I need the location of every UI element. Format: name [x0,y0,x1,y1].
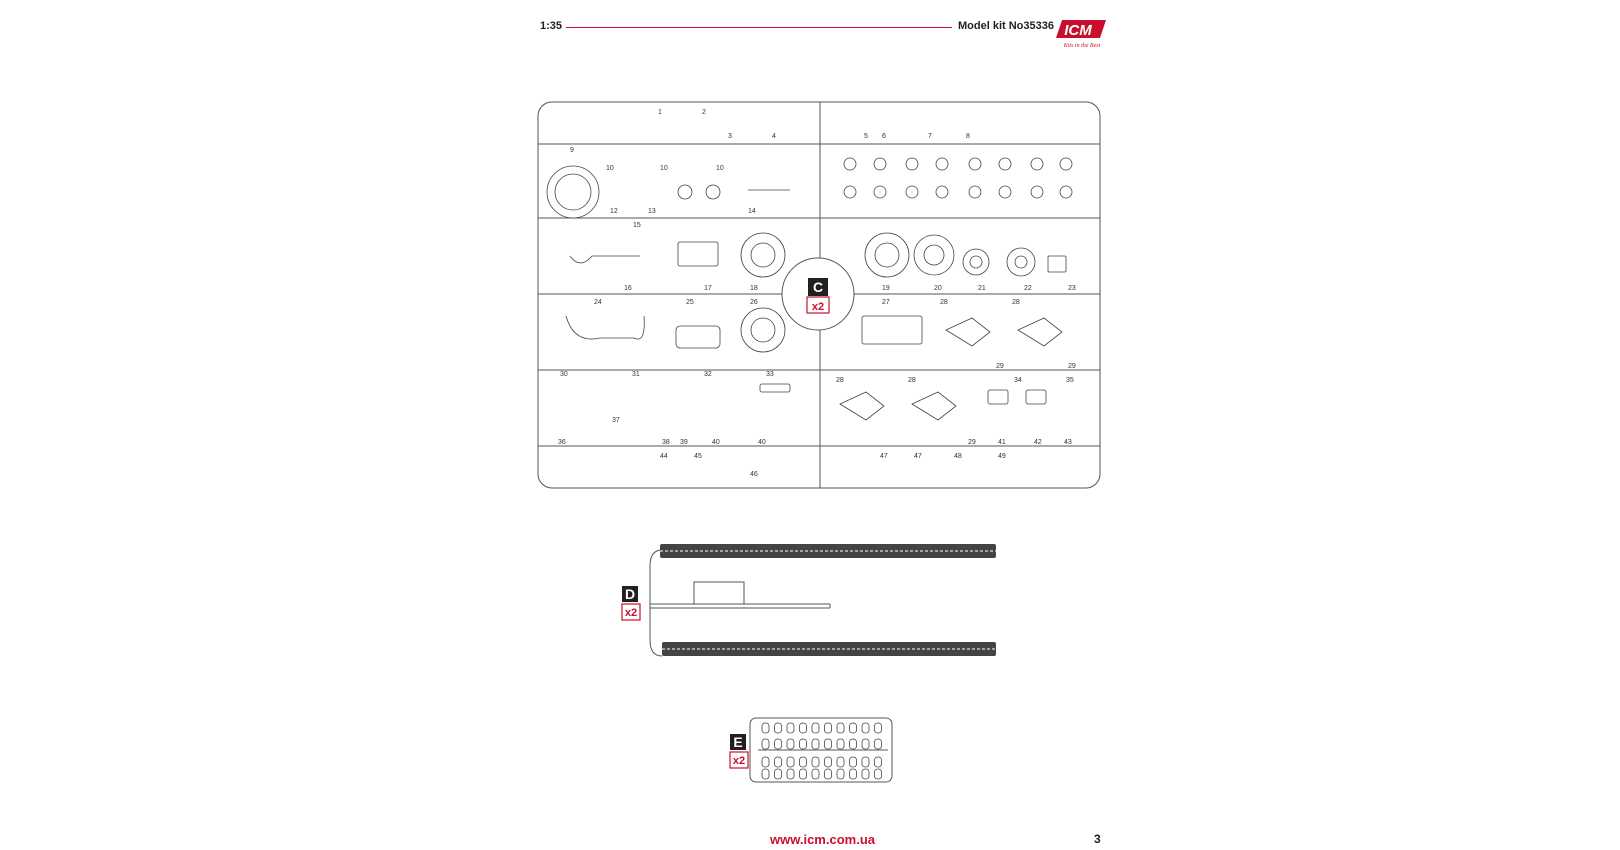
svg-text:35: 35 [1066,377,1074,384]
svg-text:44: 44 [660,453,668,460]
svg-text:34: 34 [1014,377,1022,384]
track-link [875,739,882,749]
svg-text:28: 28 [908,377,916,384]
svg-text:14: 14 [748,208,756,215]
track-link [825,723,832,733]
svg-text:10: 10 [660,165,668,172]
track-link [875,723,882,733]
footer-url[interactable]: www.icm.com.ua [770,832,875,847]
svg-text:27: 27 [882,299,890,306]
track-link [762,723,769,733]
svg-text:6: 6 [882,133,886,140]
svg-text:10: 10 [606,165,614,172]
svg-text:5: 5 [864,133,868,140]
track-link [762,757,769,767]
svg-text:45: 45 [694,453,702,460]
track-link [812,769,819,779]
track-link [800,757,807,767]
sprue-e-multiplier: x2 [732,755,746,767]
svg-text:12: 12 [610,208,618,215]
svg-text:49: 49 [998,453,1006,460]
svg-text:39: 39 [680,439,688,446]
svg-text:47: 47 [914,453,922,460]
svg-text:26: 26 [750,299,758,306]
svg-text:20: 20 [934,285,942,292]
sprue-c-letter: C [812,279,824,295]
svg-text:18: 18 [750,285,758,292]
svg-text:28: 28 [1012,299,1020,306]
track-link [812,739,819,749]
svg-text:31: 31 [632,371,640,378]
track-link [837,723,844,733]
track-link [762,769,769,779]
track-link [787,769,794,779]
svg-text:21: 21 [978,285,986,292]
svg-text:36: 36 [558,439,566,446]
track-link [787,723,794,733]
track-link [775,769,782,779]
svg-text:29: 29 [968,439,976,446]
kit-number-label: Model kit No35336 [958,20,1054,32]
track-link [800,769,807,779]
svg-text:10: 10 [716,165,724,172]
svg-text:38: 38 [662,439,670,446]
track-link [875,769,882,779]
scale-label: 1:35 [540,20,563,32]
sprue-e-letter: E [733,734,743,750]
page-number: 3 [1094,832,1101,846]
svg-text:33: 33 [766,371,774,378]
track-link [837,769,844,779]
sprue-d-letter: D [624,586,636,602]
track-link [862,739,869,749]
track-link [800,723,807,733]
track-link [862,769,869,779]
track-link [775,757,782,767]
track-link [787,739,794,749]
svg-text:24: 24 [594,299,602,306]
svg-text:4: 4 [772,133,776,140]
svg-text:9: 9 [570,147,574,154]
track-link [850,739,857,749]
svg-text:28: 28 [836,377,844,384]
svg-text:28: 28 [940,299,948,306]
svg-text:46: 46 [750,471,758,478]
track-link [837,739,844,749]
svg-text:ICM: ICM [1064,22,1092,39]
svg-text:13: 13 [648,208,656,215]
track-link [850,769,857,779]
svg-text:30: 30 [560,371,568,378]
svg-text:16: 16 [624,285,632,292]
svg-text:47: 47 [880,453,888,460]
svg-text:17: 17 [704,285,712,292]
track-link [850,757,857,767]
track-link [787,757,794,767]
track-link [850,723,857,733]
track-link [812,723,819,733]
track-link [775,739,782,749]
svg-text:19: 19 [882,285,890,292]
track-link [800,739,807,749]
track-link [825,739,832,749]
svg-text:29: 29 [1068,363,1076,370]
svg-text:25: 25 [686,299,694,306]
track-link [825,757,832,767]
svg-text:48: 48 [954,453,962,460]
track-link [862,757,869,767]
track-link [762,739,769,749]
svg-text:2: 2 [702,109,706,116]
track-link [812,757,819,767]
track-link [837,757,844,767]
track-link [875,757,882,767]
svg-text:40: 40 [758,439,766,446]
svg-text:15: 15 [633,222,641,229]
svg-text:29: 29 [996,363,1004,370]
svg-text:41: 41 [998,439,1006,446]
svg-text:7: 7 [928,133,932,140]
track-link [825,769,832,779]
svg-text:1: 1 [658,109,662,116]
track-link [862,723,869,733]
svg-text:23: 23 [1068,285,1076,292]
svg-text:32: 32 [704,371,712,378]
svg-text:40: 40 [712,439,720,446]
svg-text:3: 3 [728,133,732,140]
svg-text:37: 37 [612,417,620,424]
svg-text:42: 42 [1034,439,1042,446]
svg-text:8: 8 [966,133,970,140]
svg-text:43: 43 [1064,439,1072,446]
svg-text:Kits in the Best: Kits in the Best [1063,43,1101,49]
sprue-c-multiplier: x2 [811,301,825,313]
svg-text:22: 22 [1024,285,1032,292]
sprue-d-multiplier: x2 [624,607,638,619]
track-link [775,723,782,733]
